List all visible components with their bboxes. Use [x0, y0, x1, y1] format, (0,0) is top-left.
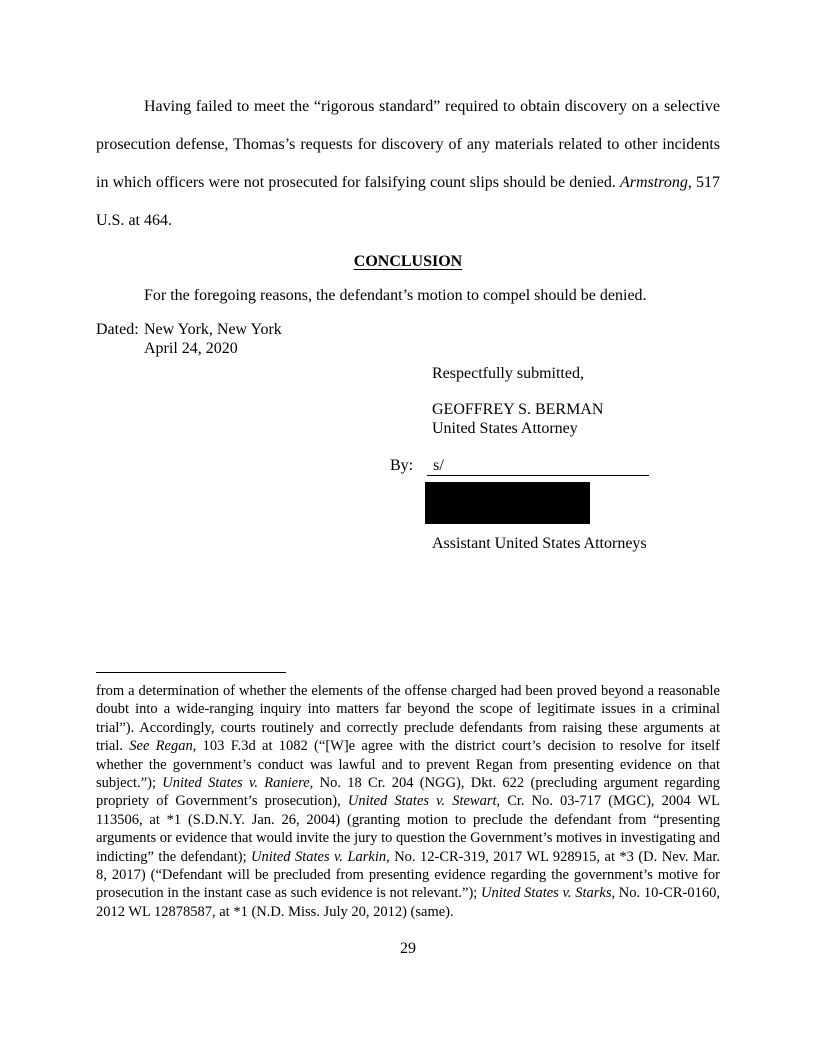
redacted-signature-names	[425, 482, 590, 524]
paragraph-selective-prosecution: Having failed to meet the “rigorous standard” required to obtain discovery on a selective prosecution defense, Thomas’s requests for discovery of any materials related to other incidents in which officers were not prosecuted for falsifying count slips should be denied. Armstrong, 517 U.S. at 464.	[96, 98, 720, 229]
footnote-separator	[96, 672, 286, 673]
conclusion-heading: CONCLUSION	[353, 253, 463, 270]
assistant-attorneys-line: Assistant United States Attorneys	[432, 535, 647, 552]
by-line	[390, 456, 720, 476]
signature-block	[390, 364, 720, 553]
us-attorney-title: United States Attorney	[432, 420, 578, 437]
signature-line	[427, 456, 649, 476]
signature-s-slash: s/	[433, 457, 444, 474]
us-attorney-name: GEOFFREY S. BERMAN	[432, 401, 604, 418]
page-number: 29	[400, 940, 416, 957]
dated-label: Dated:	[96, 321, 139, 338]
footnote-block	[96, 664, 720, 921]
footnote-text: from a determination of whether the elements of the offense charged had been proved beyond a reasonable doubt into a wide-ranging inquiry into matters far beyond the scope of legitimate issues in a criminal trial”). Accordingly, courts routinely and correctly preclude defendants from raising these arguments at trial. See Regan, 103 F.3d at 1082 (“[W]e agree with the district court’s decision to resolve for itself whether the government’s conduct was lawful and to prevent Regan from presenting evidence on that subject.”); United States v. Raniere, No. 18 Cr. 204 (NGG), Dkt. 622 (precluding argument regarding propriety of Government’s prosecution), United States v. Stewart, Cr. No. 03-717 (MGC), 2004 WL 113506, at *1 (S.D.N.Y. Jan. 26, 2004) (granting motion to preclude the defendant from “presenting arguments or evidence that would invite the jury to question the Government’s motives in investigating and indicting” the defendant); United States v. Larkin, No. 12-CR-319, 2017 WL 928915, at *3 (D. Nev. Mar. 8, 2017) (“Defendant will be precluded from presenting evidence regarding the government’s motive for prosecution in the instant case as such evidence is not relevant.”); United States v. Starks, No. 10-CR-0160, 2012 WL 12878587, at *1 (N.D. Miss. July 20, 2012) (same).	[96, 683, 720, 920]
dated-block	[96, 320, 720, 358]
by-label: By:	[390, 457, 414, 474]
paragraph-foregoing-reasons: For the foregoing reasons, the defendant’s motion to compel should be denied.	[144, 287, 647, 304]
respectfully-submitted-line: Respectfully submitted,	[432, 365, 584, 382]
dated-lines	[144, 320, 282, 358]
dated-place: New York, New York	[144, 321, 282, 338]
dated-date: April 24, 2020	[144, 340, 238, 357]
document-body	[96, 88, 720, 553]
